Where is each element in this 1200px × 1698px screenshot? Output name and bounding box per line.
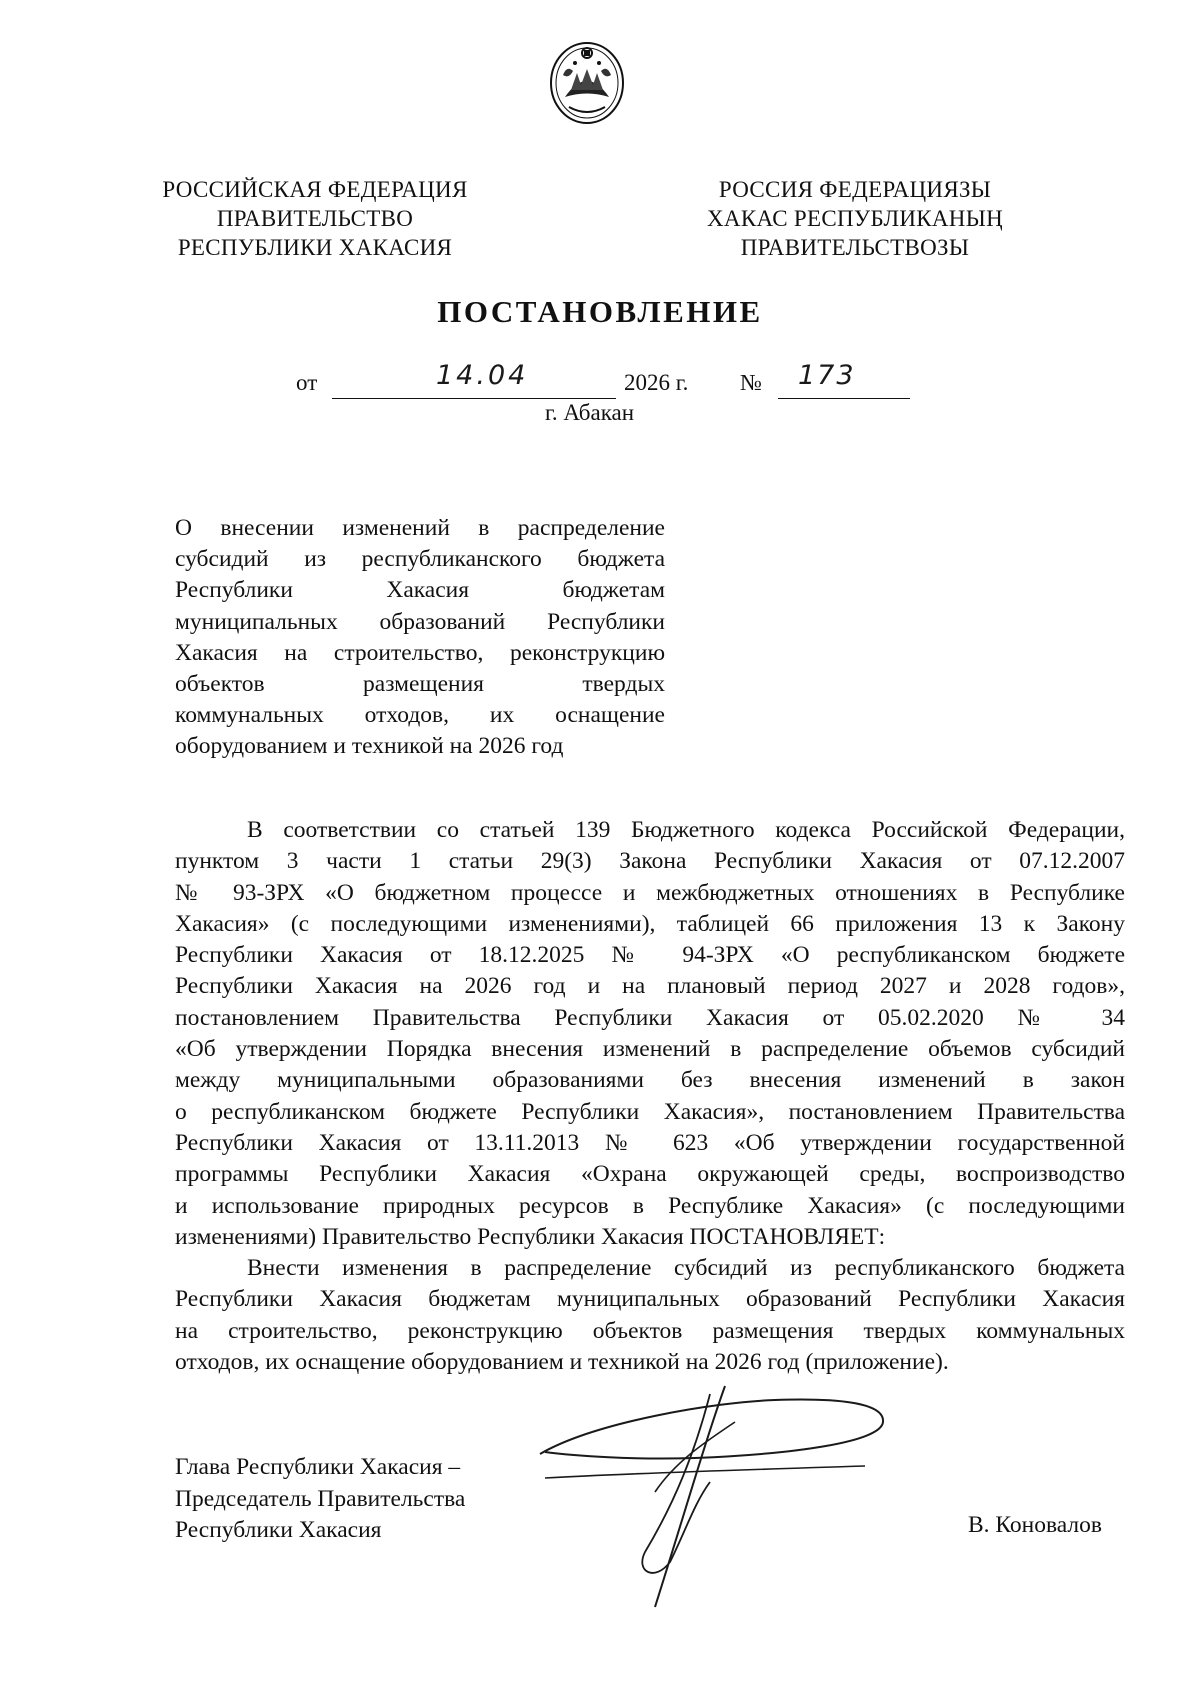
body-line: о республиканском бюджете Республики Хакасия», постановлением Правительства: [175, 1098, 1125, 1125]
handwritten-signature: [535, 1382, 955, 1612]
body-line: Хакасия» (с последующими изменениями), таблицей 66 приложения 13 к Закону: [175, 910, 1125, 937]
body-line: постановлением Правительства Республики Хакасия от 05.02.2020 № 34: [175, 1004, 1125, 1031]
body-line: Внести изменения в распределение субсидий из республиканского бюджета: [247, 1255, 1125, 1282]
header-right: [690, 175, 1020, 262]
body-line: Республики Хакасия бюджетам муниципальных образований Республики Хакасия: [175, 1286, 1125, 1313]
header-right-line: ПРАВИТЕЛЬСТВОЗЫ: [740, 235, 970, 260]
handwritten-date: 14.04: [436, 360, 529, 391]
subject-line: Хакасия на строительство, реконструкцию: [175, 639, 665, 666]
body-line: «Об утверждении Порядка внесения изменений в распределение объемов субсидий: [175, 1036, 1125, 1063]
coat-of-arms-emblem: [547, 35, 627, 127]
subject-line: субсидий из республиканского бюджета: [175, 546, 665, 573]
subject-line: коммунальных отходов, их оснащение: [175, 702, 665, 729]
handwritten-number: 173: [798, 360, 856, 391]
signatory-position-line: Председатель Правительства: [175, 1485, 466, 1512]
body-line: № 93-ЗРХ «О бюджетном процессе и межбюджетных отношениях в Республике: [175, 879, 1125, 906]
header-right-line: РОССИЯ ФЕДЕРАЦИЯЗЫ: [718, 177, 992, 202]
number-sign: №: [740, 370, 762, 395]
body-line: Республики Хакасия от 18.12.2025 № 94-ЗРХ «О республиканском бюджете: [175, 942, 1125, 969]
header-left-line: ПРАВИТЕЛЬСТВО: [216, 206, 414, 231]
signatory-position-line: Глава Республики Хакасия –: [175, 1454, 461, 1480]
header-left-line: РЕСПУБЛИКИ ХАКАСИЯ: [177, 235, 453, 260]
number-underline: [778, 398, 910, 399]
date-underline: [332, 398, 616, 399]
body-line: между муниципальными образованиями без внесения изменений в закон: [175, 1067, 1125, 1094]
body-line: отходов, их оснащение оборудованием и техникой на 2026 год (приложение).: [175, 1349, 949, 1376]
body-line: Республики Хакасия от 13.11.2013 № 623 «Об утверждении государственной: [175, 1129, 1125, 1156]
header-left: [150, 175, 480, 262]
body-line: В соответствии со статьей 139 Бюджетного кодекса Российской Федерации,: [247, 817, 1125, 843]
signatory-position: [175, 1452, 535, 1547]
body-line: Республики Хакасия на 2026 год и на плановый период 2027 и 2028 годов»,: [175, 973, 1125, 1000]
subject-line: муниципальных образований Республики: [175, 608, 665, 635]
document-city: г. Абакан: [545, 400, 635, 425]
document-year: 2026 г.: [624, 370, 689, 395]
document-subject: [175, 513, 665, 763]
signatory-name: В. Коновалов: [968, 1512, 1103, 1538]
document-title: ПОСТАНОВЛЕНИЕ: [437, 294, 763, 329]
document-body: [175, 815, 1125, 1378]
subject-line: объектов размещения твердых: [175, 671, 665, 698]
body-line: программы Республики Хакасия «Охрана окружающей среды, воспроизводство: [175, 1161, 1125, 1188]
subject-line: Республики Хакасия бюджетам: [175, 577, 665, 604]
subject-line: оборудованием и техникой на 2026 год: [175, 733, 564, 760]
header-left-line: РОССИЙСКАЯ ФЕДЕРАЦИЯ: [162, 177, 468, 202]
subject-line: О внесении изменений в распределение: [175, 515, 665, 541]
body-line: изменениями) Правительство Республики Хакасия ПОСТАНОВЛЯЕТ:: [175, 1223, 886, 1250]
body-line: и использование природных ресурсов в Республике Хакасия» (с последующими: [175, 1192, 1125, 1219]
signatory-position-line: Республики Хакасия: [175, 1517, 382, 1543]
body-line: пунктом 3 части 1 статьи 29(3) Закона Республики Хакасия от 07.12.2007: [175, 848, 1125, 875]
header-right-line: ХАКАС РЕСПУБЛИКАНЫҢ: [707, 206, 1003, 231]
date-number-line: [296, 362, 916, 402]
date-prefix: от: [296, 370, 318, 395]
body-line: на строительство, реконструкцию объектов размещения твердых коммунальных: [175, 1317, 1125, 1344]
